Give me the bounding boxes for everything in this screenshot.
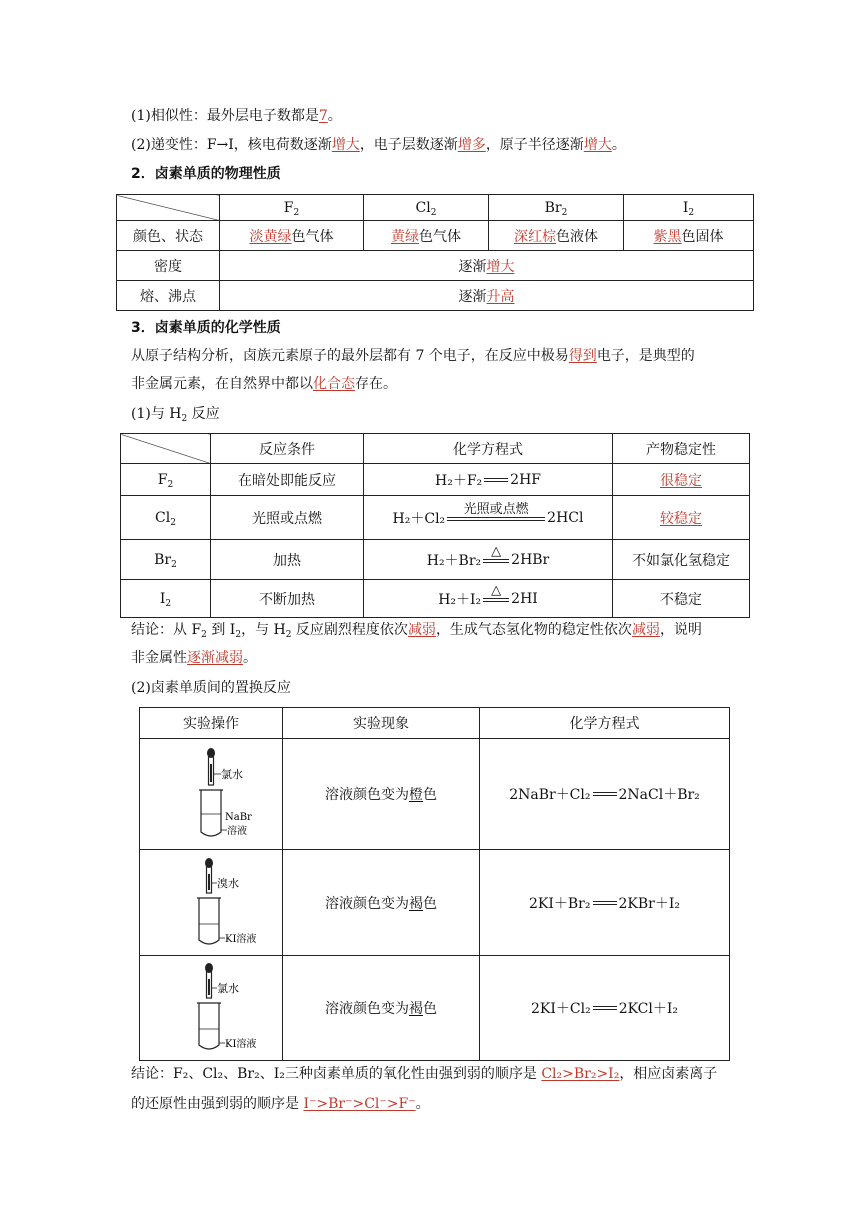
- delta-icon: △: [491, 544, 502, 559]
- answer-blank: 增大: [583, 137, 612, 153]
- row-label: 密度: [117, 251, 220, 281]
- table-cell: 不稳定: [613, 580, 750, 618]
- equation-cell: 2KI＋Br₂ 2KBr＋I₂: [480, 850, 730, 956]
- table-cell: 加热: [211, 540, 364, 580]
- column-header: $Cl_2$: [364, 195, 489, 221]
- answer-blank: 增多: [457, 137, 486, 153]
- delta-icon: △: [491, 583, 502, 598]
- svg-text:氯水: 氯水: [217, 982, 239, 995]
- dropper-test-tube-icon: [161, 854, 261, 952]
- column-header: 化学方程式: [364, 434, 613, 464]
- row-label: 熔、沸点: [117, 281, 220, 311]
- table-cell: 淡黄绿色气体: [220, 221, 364, 251]
- column-header: $F_2$: [220, 195, 364, 221]
- answer-blank: 化合态: [313, 376, 355, 392]
- column-header: $I_2$: [624, 195, 754, 221]
- table-cell: 紫黑色固体: [624, 221, 754, 251]
- column-header: 产物稳定性: [613, 434, 750, 464]
- apparatus-cell: [140, 850, 283, 956]
- conclusion-line: 结论：从 $F_2$ 到 $I_2$，与 $H_2$ 反应剧烈程度依次减弱，生成气态氢化物的稳定性依次减弱，说明: [131, 622, 702, 640]
- table-cell: 黄绿色气体: [364, 221, 489, 251]
- column-header: 实验现象: [283, 708, 480, 739]
- table-cell: 在暗处即能反应: [211, 464, 364, 496]
- column-header: 化学方程式: [480, 708, 730, 739]
- table-cell: 不如氯化氢稳定: [613, 540, 750, 580]
- phenomenon-cell: 溶液颜色变为褐色: [283, 850, 480, 956]
- row-label: $F_2$: [121, 464, 211, 496]
- phenomenon-cell: 溶液颜色变为褐色: [283, 956, 480, 1061]
- svg-text:KI溶液: KI溶液: [225, 1039, 257, 1050]
- table-cell: 不断加热: [211, 580, 364, 618]
- column-header: 反应条件: [211, 434, 364, 464]
- row-label: $Cl_2$: [121, 496, 211, 540]
- column-header: 实验操作: [140, 708, 283, 739]
- row-label: $I_2$: [121, 580, 211, 618]
- table-cell: 光照或点燃: [211, 496, 364, 540]
- table-cell: 很稳定: [613, 464, 750, 496]
- similarity-line: (1)相似性：最外层电子数都是7。: [131, 108, 342, 124]
- equation-cell: H₂＋Cl₂ 光照或点燃 2HCl: [364, 496, 613, 540]
- gradation-line: (2)递变性：F→I，核电荷数逐渐增大，电子层数逐渐增多，原子半径逐渐增大。: [131, 137, 626, 153]
- h2-reaction-table: [120, 433, 750, 618]
- svg-text:氯水: 氯水: [221, 768, 243, 781]
- equation-cell: H₂＋F₂ 2HF: [364, 464, 613, 496]
- paragraph-line: 非金属元素，在自然界中都以化合态存在。: [131, 376, 397, 392]
- phenomenon-cell: 溶液颜色变为橙色: [283, 739, 480, 850]
- svg-text:溶液: 溶液: [227, 826, 247, 837]
- diagonal-header-cell: [121, 434, 211, 464]
- equation-cell: H₂＋Br₂ △ 2HBr: [364, 540, 613, 580]
- equation-cell: 2NaBr＋Cl₂ 2NaCl＋Br₂: [480, 739, 730, 850]
- svg-text:NaBr: NaBr: [225, 812, 252, 823]
- dropper-test-tube-icon: [161, 744, 261, 844]
- table-cell: 较稳定: [613, 496, 750, 540]
- conclusion-line: 非金属性逐渐减弱。: [131, 650, 257, 666]
- subsection-title: (1)与 $H_2$ 反应: [131, 406, 220, 424]
- answer-blank: 7: [318, 108, 328, 124]
- physical-properties-table: [116, 194, 754, 311]
- dropper-test-tube-icon: [161, 959, 261, 1057]
- apparatus-cell: [140, 739, 283, 850]
- svg-text:KI溶液: KI溶液: [225, 933, 257, 945]
- section-heading: 3．卤素单质的化学性质: [131, 320, 281, 336]
- diagonal-header-cell: [117, 195, 220, 221]
- apparatus-cell: [140, 956, 283, 1061]
- svg-text:溴水: 溴水: [217, 876, 239, 890]
- row-label: $Br_2$: [121, 540, 211, 580]
- table-cell: 深红棕色液体: [489, 221, 624, 251]
- table-cell: 逐渐增大: [220, 251, 754, 281]
- subsection-title: (2)卤素单质间的置换反应: [131, 680, 291, 696]
- conclusion-line: 结论：F₂、Cl₂、Br₂、I₂三种卤素单质的氧化性由强到弱的顺序是 Cl₂>Br₂>I₂，相应卤素离子: [131, 1066, 718, 1082]
- row-label: 颜色、状态: [117, 221, 220, 251]
- table-cell: 逐渐升高: [220, 281, 754, 311]
- equation-cell: H₂＋I₂ △ 2HI: [364, 580, 613, 618]
- section-heading: 2．卤素单质的物理性质: [131, 166, 281, 182]
- paragraph-line: 从原子结构分析，卤族元素原子的最外层都有 7 个电子，在反应中极易得到电子，是典型的: [131, 348, 695, 364]
- conclusion-line: 的还原性由强到弱的顺序是 I⁻>Br⁻>Cl⁻>F⁻。: [131, 1096, 430, 1112]
- column-header: $Br_2$: [489, 195, 624, 221]
- answer-blank: 增大: [331, 137, 360, 153]
- equation-cell: 2KI＋Cl₂ 2KCl＋I₂: [480, 956, 730, 1061]
- displacement-table: [139, 707, 730, 1061]
- answer-blank: 得到: [568, 348, 597, 364]
